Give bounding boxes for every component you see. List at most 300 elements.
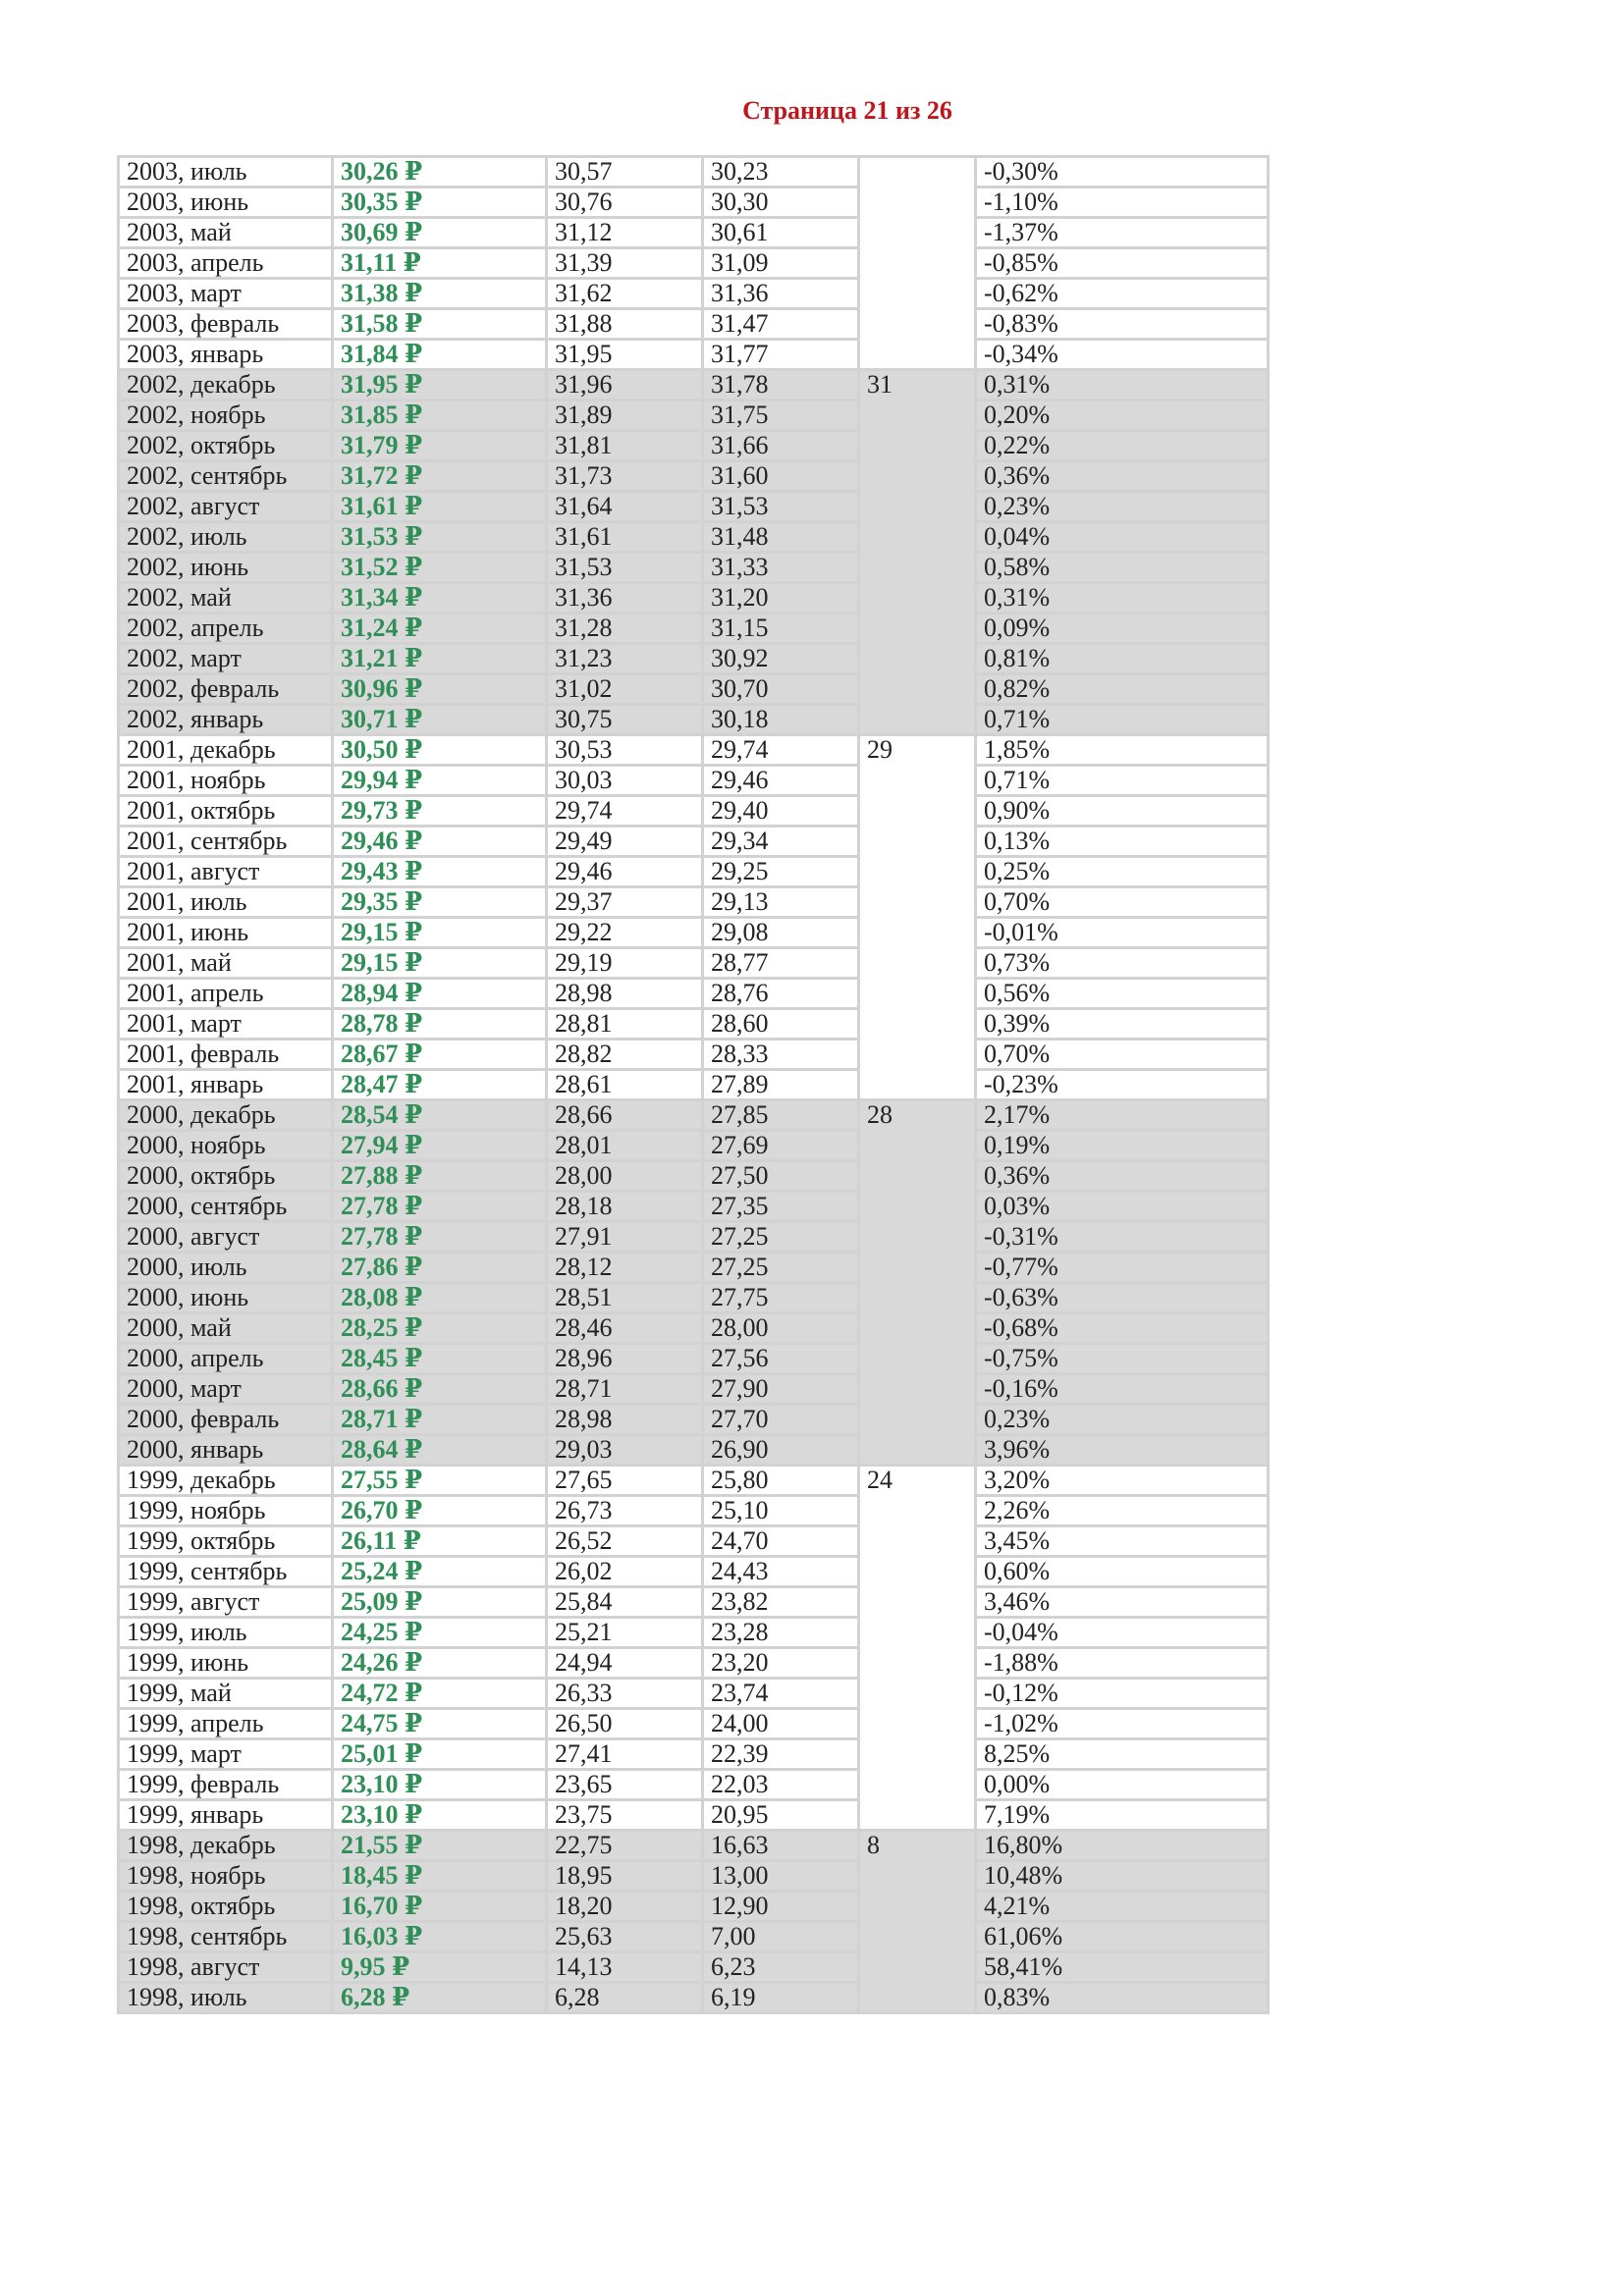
table-row [119, 1192, 1269, 1222]
period-cell: 1998, август [119, 1952, 333, 1983]
period-cell: 1999, май [119, 1679, 333, 1709]
high-cell: 30,76 [547, 187, 703, 218]
change-cell: 0,58% [976, 553, 1269, 583]
table-row [119, 857, 1269, 887]
low-cell: 28,77 [703, 948, 859, 979]
low-cell: 29,08 [703, 918, 859, 948]
period-cell: 1999, декабрь [119, 1466, 333, 1496]
period-cell: 1999, октябрь [119, 1526, 333, 1557]
table-row [119, 1709, 1269, 1739]
table-row [119, 918, 1269, 948]
low-cell: 24,70 [703, 1526, 859, 1557]
high-cell: 23,65 [547, 1770, 703, 1800]
rate-cell: 27,78 ₽ [333, 1192, 547, 1222]
period-cell: 2001, февраль [119, 1040, 333, 1070]
high-cell: 29,03 [547, 1435, 703, 1466]
rate-cell: 31,58 ₽ [333, 309, 547, 340]
change-cell: 0,36% [976, 1161, 1269, 1192]
low-cell: 30,61 [703, 218, 859, 248]
high-cell: 14,13 [547, 1952, 703, 1983]
table-row [119, 1283, 1269, 1313]
high-cell: 29,22 [547, 918, 703, 948]
rate-cell: 28,47 ₽ [333, 1070, 547, 1100]
table-row [119, 309, 1269, 340]
table-row [119, 431, 1269, 461]
low-cell: 25,80 [703, 1466, 859, 1496]
change-cell: 0,20% [976, 400, 1269, 431]
rate-cell: 18,45 ₽ [333, 1861, 547, 1892]
low-cell: 31,09 [703, 248, 859, 279]
high-cell: 28,82 [547, 1040, 703, 1070]
period-cell: 2002, сентябрь [119, 461, 333, 492]
low-cell: 27,25 [703, 1222, 859, 1253]
change-cell: 3,45% [976, 1526, 1269, 1557]
table-row [119, 157, 1269, 187]
rate-cell: 28,94 ₽ [333, 979, 547, 1009]
period-cell: 2000, сентябрь [119, 1192, 333, 1222]
high-cell: 28,66 [547, 1100, 703, 1131]
rate-cell: 28,08 ₽ [333, 1283, 547, 1313]
table-row [119, 218, 1269, 248]
table-row [119, 1983, 1269, 2013]
change-cell: -0,04% [976, 1618, 1269, 1648]
change-cell: -0,77% [976, 1253, 1269, 1283]
period-cell: 1999, август [119, 1587, 333, 1618]
rate-cell: 30,35 ₽ [333, 187, 547, 218]
period-cell: 2002, декабрь [119, 370, 333, 400]
low-cell: 6,19 [703, 1983, 859, 2013]
table-row [119, 1496, 1269, 1526]
high-cell: 23,75 [547, 1800, 703, 1831]
high-cell: 24,94 [547, 1648, 703, 1679]
rate-cell: 28,78 ₽ [333, 1009, 547, 1040]
low-cell: 29,74 [703, 735, 859, 766]
low-cell: 27,50 [703, 1161, 859, 1192]
change-cell: 0,04% [976, 522, 1269, 553]
high-cell: 31,02 [547, 674, 703, 705]
rate-cell: 24,75 ₽ [333, 1709, 547, 1739]
table-row [119, 1800, 1269, 1831]
table-row [119, 1374, 1269, 1405]
low-cell: 20,95 [703, 1800, 859, 1831]
low-cell: 31,20 [703, 583, 859, 614]
low-cell: 31,15 [703, 614, 859, 644]
period-cell: 2002, январь [119, 705, 333, 735]
table-row [119, 187, 1269, 218]
low-cell: 31,36 [703, 279, 859, 309]
change-cell: 0,83% [976, 1983, 1269, 2013]
change-cell: -1,10% [976, 187, 1269, 218]
period-cell: 2001, октябрь [119, 796, 333, 827]
high-cell: 31,62 [547, 279, 703, 309]
rate-cell: 16,70 ₽ [333, 1892, 547, 1922]
rate-cell: 31,34 ₽ [333, 583, 547, 614]
high-cell: 31,96 [547, 370, 703, 400]
table-row [119, 553, 1269, 583]
low-cell: 13,00 [703, 1861, 859, 1892]
table-row [119, 1313, 1269, 1344]
high-cell: 28,12 [547, 1253, 703, 1283]
high-cell: 26,73 [547, 1496, 703, 1526]
period-cell: 1998, июль [119, 1983, 333, 2013]
period-cell: 2002, ноябрь [119, 400, 333, 431]
low-cell: 30,30 [703, 187, 859, 218]
low-cell: 29,34 [703, 827, 859, 857]
low-cell: 30,92 [703, 644, 859, 674]
period-cell: 2003, июль [119, 157, 333, 187]
change-cell: 0,19% [976, 1131, 1269, 1161]
rate-cell: 21,55 ₽ [333, 1831, 547, 1861]
table-row [119, 614, 1269, 644]
rate-cell: 29,73 ₽ [333, 796, 547, 827]
table-row [119, 1648, 1269, 1679]
low-cell: 31,60 [703, 461, 859, 492]
table-row [119, 1070, 1269, 1100]
change-cell: 3,96% [976, 1435, 1269, 1466]
table-row [119, 1770, 1269, 1800]
low-cell: 22,03 [703, 1770, 859, 1800]
low-cell: 31,75 [703, 400, 859, 431]
table-row [119, 1739, 1269, 1770]
year-average-cell: 28 [859, 1100, 976, 1466]
low-cell: 30,70 [703, 674, 859, 705]
change-cell: 4,21% [976, 1892, 1269, 1922]
period-cell: 2002, август [119, 492, 333, 522]
table-row [119, 400, 1269, 431]
period-cell: 2001, июль [119, 887, 333, 918]
period-cell: 2002, июль [119, 522, 333, 553]
period-cell: 2003, март [119, 279, 333, 309]
rate-cell: 29,15 ₽ [333, 918, 547, 948]
low-cell: 28,33 [703, 1040, 859, 1070]
rate-cell: 30,96 ₽ [333, 674, 547, 705]
low-cell: 26,90 [703, 1435, 859, 1466]
period-cell: 2002, июнь [119, 553, 333, 583]
period-cell: 2000, июль [119, 1253, 333, 1283]
period-cell: 2001, март [119, 1009, 333, 1040]
rate-cell: 31,11 ₽ [333, 248, 547, 279]
change-cell: 0,23% [976, 1405, 1269, 1435]
change-cell: -0,01% [976, 918, 1269, 948]
period-cell: 2002, апрель [119, 614, 333, 644]
low-cell: 28,60 [703, 1009, 859, 1040]
change-cell: 3,46% [976, 1587, 1269, 1618]
high-cell: 27,65 [547, 1466, 703, 1496]
year-average-cell [859, 157, 976, 370]
high-cell: 28,18 [547, 1192, 703, 1222]
table-row [119, 1435, 1269, 1466]
exchange-rate-table [117, 155, 1270, 2014]
rate-cell: 29,94 ₽ [333, 766, 547, 796]
high-cell: 29,74 [547, 796, 703, 827]
low-cell: 6,23 [703, 1952, 859, 1983]
high-cell: 29,19 [547, 948, 703, 979]
change-cell: -0,62% [976, 279, 1269, 309]
change-cell: 0,09% [976, 614, 1269, 644]
period-cell: 2000, июнь [119, 1283, 333, 1313]
change-cell: 0,23% [976, 492, 1269, 522]
high-cell: 26,50 [547, 1709, 703, 1739]
table-row [119, 948, 1269, 979]
period-cell: 2000, май [119, 1313, 333, 1344]
low-cell: 24,00 [703, 1709, 859, 1739]
rate-cell: 31,85 ₽ [333, 400, 547, 431]
period-cell: 1998, октябрь [119, 1892, 333, 1922]
low-cell: 28,00 [703, 1313, 859, 1344]
change-cell: -0,30% [976, 157, 1269, 187]
change-cell: 0,31% [976, 370, 1269, 400]
high-cell: 31,12 [547, 218, 703, 248]
change-cell: -0,68% [976, 1313, 1269, 1344]
high-cell: 31,73 [547, 461, 703, 492]
rate-cell: 27,86 ₽ [333, 1253, 547, 1283]
period-cell: 1999, март [119, 1739, 333, 1770]
rate-cell: 30,50 ₽ [333, 735, 547, 766]
period-cell: 2001, июнь [119, 918, 333, 948]
change-cell: 0,22% [976, 431, 1269, 461]
high-cell: 28,71 [547, 1374, 703, 1405]
table-row [119, 1040, 1269, 1070]
table-row [119, 827, 1269, 857]
change-cell: 0,60% [976, 1557, 1269, 1587]
table-row [119, 279, 1269, 309]
change-cell: 61,06% [976, 1922, 1269, 1952]
high-cell: 31,28 [547, 614, 703, 644]
period-cell: 2001, август [119, 857, 333, 887]
year-average-cell: 8 [859, 1831, 976, 2013]
table-row [119, 1952, 1269, 1983]
change-cell: 58,41% [976, 1952, 1269, 1983]
change-cell: 0,81% [976, 644, 1269, 674]
period-cell: 2002, май [119, 583, 333, 614]
high-cell: 27,91 [547, 1222, 703, 1253]
rate-cell: 9,95 ₽ [333, 1952, 547, 1983]
change-cell: 10,48% [976, 1861, 1269, 1892]
rate-cell: 27,55 ₽ [333, 1466, 547, 1496]
rate-cell: 16,03 ₽ [333, 1922, 547, 1952]
year-average-cell: 29 [859, 735, 976, 1100]
high-cell: 31,81 [547, 431, 703, 461]
period-cell: 2001, сентябрь [119, 827, 333, 857]
table-row [119, 766, 1269, 796]
period-cell: 2003, май [119, 218, 333, 248]
change-cell: -0,12% [976, 1679, 1269, 1709]
period-cell: 2002, февраль [119, 674, 333, 705]
change-cell: -0,34% [976, 340, 1269, 370]
change-cell: 0,70% [976, 887, 1269, 918]
rate-cell: 29,46 ₽ [333, 827, 547, 857]
table-row [119, 248, 1269, 279]
high-cell: 30,75 [547, 705, 703, 735]
table-row [119, 461, 1269, 492]
rate-cell: 31,38 ₽ [333, 279, 547, 309]
period-cell: 2001, ноябрь [119, 766, 333, 796]
high-cell: 31,39 [547, 248, 703, 279]
period-cell: 2000, март [119, 1374, 333, 1405]
high-cell: 31,36 [547, 583, 703, 614]
period-cell: 2002, март [119, 644, 333, 674]
table-row [119, 1892, 1269, 1922]
table-row [119, 1831, 1269, 1861]
period-cell: 2000, август [119, 1222, 333, 1253]
low-cell: 31,47 [703, 309, 859, 340]
low-cell: 27,75 [703, 1283, 859, 1313]
rate-cell: 30,71 ₽ [333, 705, 547, 735]
high-cell: 31,61 [547, 522, 703, 553]
year-average-cell: 24 [859, 1466, 976, 1831]
rate-cell: 25,09 ₽ [333, 1587, 547, 1618]
table-row [119, 340, 1269, 370]
high-cell: 22,75 [547, 1831, 703, 1861]
high-cell: 29,37 [547, 887, 703, 918]
table-row [119, 1557, 1269, 1587]
change-cell: -0,16% [976, 1374, 1269, 1405]
rate-cell: 31,84 ₽ [333, 340, 547, 370]
change-cell: 0,13% [976, 827, 1269, 857]
period-cell: 2003, июнь [119, 187, 333, 218]
period-cell: 1998, ноябрь [119, 1861, 333, 1892]
rate-cell: 28,54 ₽ [333, 1100, 547, 1131]
low-cell: 24,43 [703, 1557, 859, 1587]
rate-cell: 31,21 ₽ [333, 644, 547, 674]
period-cell: 2000, декабрь [119, 1100, 333, 1131]
change-cell: 0,56% [976, 979, 1269, 1009]
low-cell: 16,63 [703, 1831, 859, 1861]
table-row [119, 1405, 1269, 1435]
change-cell: -0,31% [976, 1222, 1269, 1253]
low-cell: 12,90 [703, 1892, 859, 1922]
low-cell: 23,28 [703, 1618, 859, 1648]
change-cell: 0,36% [976, 461, 1269, 492]
period-cell: 2000, январь [119, 1435, 333, 1466]
table-row [119, 1161, 1269, 1192]
period-cell: 2000, октябрь [119, 1161, 333, 1192]
low-cell: 29,40 [703, 796, 859, 827]
high-cell: 29,49 [547, 827, 703, 857]
low-cell: 30,18 [703, 705, 859, 735]
low-cell: 27,89 [703, 1070, 859, 1100]
table-row [119, 1466, 1269, 1496]
table-row [119, 370, 1269, 400]
table-row [119, 492, 1269, 522]
period-cell: 1999, февраль [119, 1770, 333, 1800]
rate-cell: 25,01 ₽ [333, 1739, 547, 1770]
high-cell: 29,46 [547, 857, 703, 887]
table-row [119, 1861, 1269, 1892]
period-cell: 2001, декабрь [119, 735, 333, 766]
high-cell: 27,41 [547, 1739, 703, 1770]
change-cell: 0,90% [976, 796, 1269, 827]
change-cell: 0,39% [976, 1009, 1269, 1040]
high-cell: 31,88 [547, 309, 703, 340]
rate-cell: 27,88 ₽ [333, 1161, 547, 1192]
change-cell: -0,75% [976, 1344, 1269, 1374]
high-cell: 31,64 [547, 492, 703, 522]
low-cell: 27,25 [703, 1253, 859, 1283]
rate-cell: 30,69 ₽ [333, 218, 547, 248]
period-cell: 1999, апрель [119, 1709, 333, 1739]
change-cell: 0,70% [976, 1040, 1269, 1070]
high-cell: 28,46 [547, 1313, 703, 1344]
period-cell: 1999, ноябрь [119, 1496, 333, 1526]
change-cell: -1,02% [976, 1709, 1269, 1739]
low-cell: 23,74 [703, 1679, 859, 1709]
rate-cell: 26,11 ₽ [333, 1526, 547, 1557]
low-cell: 27,85 [703, 1100, 859, 1131]
change-cell: 2,17% [976, 1100, 1269, 1131]
table-row [119, 1253, 1269, 1283]
high-cell: 30,53 [547, 735, 703, 766]
rate-cell: 31,24 ₽ [333, 614, 547, 644]
rate-cell: 28,71 ₽ [333, 1405, 547, 1435]
high-cell: 25,84 [547, 1587, 703, 1618]
high-cell: 30,03 [547, 766, 703, 796]
high-cell: 25,63 [547, 1922, 703, 1952]
table-row [119, 522, 1269, 553]
table-row [119, 735, 1269, 766]
change-cell: 0,82% [976, 674, 1269, 705]
rate-cell: 24,72 ₽ [333, 1679, 547, 1709]
low-cell: 29,25 [703, 857, 859, 887]
high-cell: 28,96 [547, 1344, 703, 1374]
low-cell: 27,90 [703, 1374, 859, 1405]
table-row [119, 887, 1269, 918]
rate-cell: 28,25 ₽ [333, 1313, 547, 1344]
rate-cell: 31,53 ₽ [333, 522, 547, 553]
table-row [119, 979, 1269, 1009]
period-cell: 2000, февраль [119, 1405, 333, 1435]
rate-cell: 23,10 ₽ [333, 1800, 547, 1831]
high-cell: 18,95 [547, 1861, 703, 1892]
low-cell: 27,35 [703, 1192, 859, 1222]
low-cell: 31,78 [703, 370, 859, 400]
table-row [119, 1222, 1269, 1253]
change-cell: 2,26% [976, 1496, 1269, 1526]
low-cell: 31,48 [703, 522, 859, 553]
table-row [119, 1009, 1269, 1040]
period-cell: 2003, февраль [119, 309, 333, 340]
table-row [119, 1587, 1269, 1618]
change-cell: 0,71% [976, 705, 1269, 735]
change-cell: -1,37% [976, 218, 1269, 248]
low-cell: 29,13 [703, 887, 859, 918]
high-cell: 31,23 [547, 644, 703, 674]
change-cell: 0,31% [976, 583, 1269, 614]
page-title: Страница 21 из 26 [742, 96, 952, 125]
table-row [119, 705, 1269, 735]
high-cell: 28,00 [547, 1161, 703, 1192]
table-row [119, 1131, 1269, 1161]
table-row [119, 583, 1269, 614]
year-average-cell: 31 [859, 370, 976, 735]
rate-cell: 28,45 ₽ [333, 1344, 547, 1374]
rate-cell: 31,61 ₽ [333, 492, 547, 522]
table-row [119, 796, 1269, 827]
period-cell: 2000, ноябрь [119, 1131, 333, 1161]
change-cell: 16,80% [976, 1831, 1269, 1861]
rate-cell: 27,94 ₽ [333, 1131, 547, 1161]
high-cell: 28,01 [547, 1131, 703, 1161]
period-cell: 1998, декабрь [119, 1831, 333, 1861]
rate-cell: 26,70 ₽ [333, 1496, 547, 1526]
low-cell: 22,39 [703, 1739, 859, 1770]
table-row [119, 674, 1269, 705]
high-cell: 26,33 [547, 1679, 703, 1709]
low-cell: 31,33 [703, 553, 859, 583]
rate-cell: 31,95 ₽ [333, 370, 547, 400]
period-cell: 2003, апрель [119, 248, 333, 279]
change-cell: -0,83% [976, 309, 1269, 340]
